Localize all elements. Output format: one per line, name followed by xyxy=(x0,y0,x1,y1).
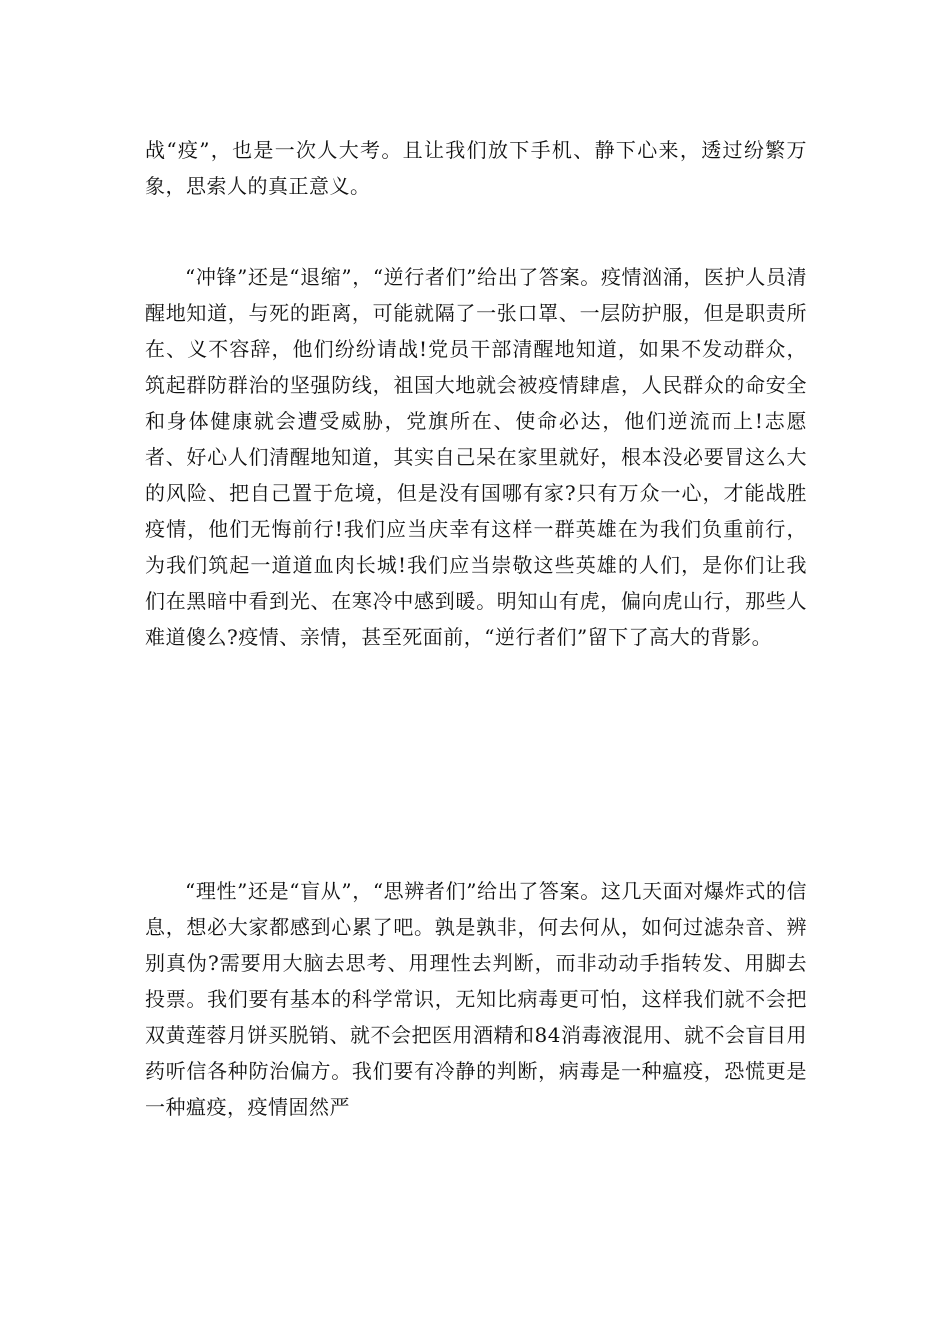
paragraph-1: 战“疫”，也是一次人大考。且让我们放下手机、静下心来，透过纷繁万象，思索人的真正意义。 xyxy=(145,138,807,198)
paragraph-3: “理性”还是“盲从”，“思辨者们”给出了答案。这几天面对爆炸式的信息，想必大家都感到心累了吧。孰是孰非，何去何从，如何过滤杂音、辨别真伪?需要用大脑去思考、用理性去判断，而非动动手指转发、用脚去投票。我们要有基本的科学常识，无知比病毒更可怕，这样我们就不会把双黄莲蓉月饼买脱销、就不会把医用酒精和84消毒液混用、就不会盲目用药听信各种防治偏方。我们要有冷静的判断，病毒是一种瘟疫，恐慌更是一种瘟疫，疫情固然严 xyxy=(145,879,807,1119)
paragraph-2: “冲锋”还是“退缩”，“逆行者们”给出了答案。疫情汹涌，医护人员清醒地知道，与死的距离，可能就隔了一张口罩、一层防护服，但是职责所在、义不容辞，他们纷纷请战!党员干部清醒地知道，如果不发动群众，筑起群防群治的坚强防线，祖国大地就会被疫情肆虐，人民群众的命安全和身体健康就会遭受威胁，党旗所在、使命必达，他们逆流而上!志愿者、好心人们清醒地知道，其实自己呆在家里就好，根本没必要冒这么大的风险、把自己置于危境，但是没有国哪有家?只有万众一心，才能战胜疫情，他们无悔前行!我们应当庆幸有这样一群英雄在为我们负重前行，为我们筑起一道道血肉长城!我们应当崇敬这些英雄的人们，是你们让我们在黑暗中看到光、在寒冷中感到暖。明知山有虎，偏向虎山行，那些人难道傻么?疫情、亲情，甚至死面前，“逆行者们”留下了高大的背影。 xyxy=(145,265,807,649)
